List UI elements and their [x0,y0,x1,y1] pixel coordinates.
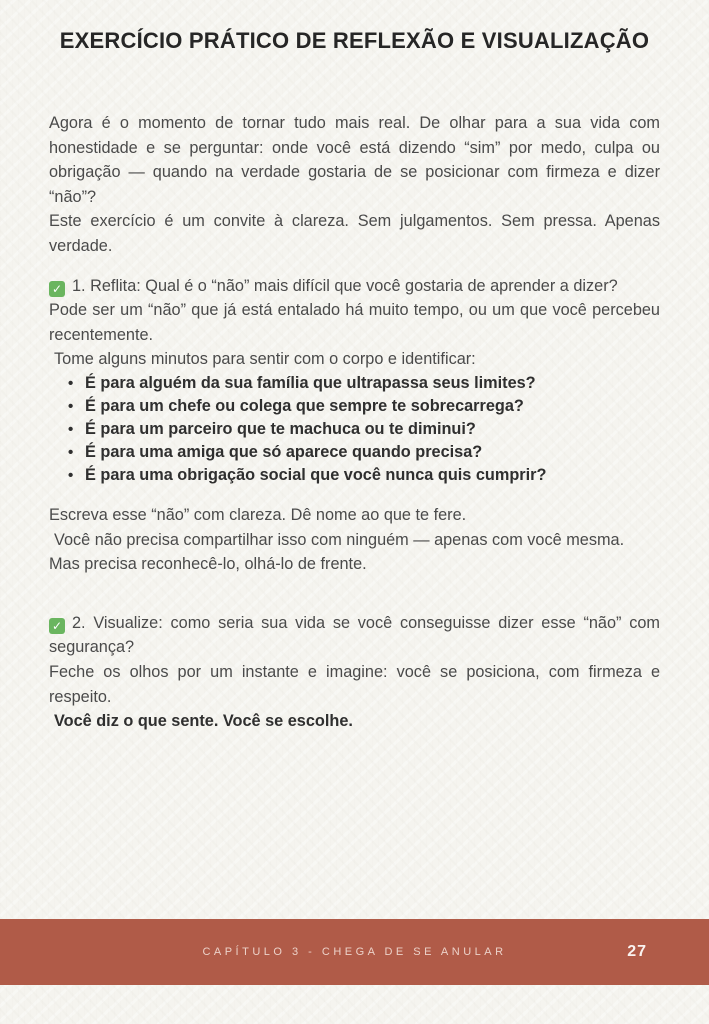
green-checkbox-icon: ✓ [49,618,65,634]
closing-line-3: Mas precisa reconhecê-lo, olhá-lo de frente. [49,555,367,574]
bullet-list [68,372,660,487]
closing-line-2: Você não precisa compartilhar isso com ninguém — apenas com você mesma. [54,530,625,549]
exercise-1-prompt: Tome alguns minutos para sentir com o corpo e identificar: [54,350,476,369]
bullet-item: • É para um parceiro que te machuca ou te diminui? [68,418,660,441]
exercise-2-emphasis: Você diz o que sente. Você se escolhe. [54,712,353,731]
page-title: EXERCÍCIO PRÁTICO DE REFLEXÃO E VISUALIZAÇÃO [59,28,650,53]
footer-bar [0,919,709,985]
bullet-item: • É para um chefe ou colega que sempre te sobrecarrega? [68,395,660,418]
exercise-1-heading [49,274,660,299]
page-number: 27 [627,943,647,960]
bullet-item: • É para uma amiga que só aparece quando precisa? [68,441,660,464]
exercise-2-heading-text: 2. Visualize: como seria sua vida se você conseguisse dizer esse “não” com segurança? [49,613,660,657]
exercise-2-body: Feche os olhos por um instante e imagine: você se posiciona, com firmeza e respeito. [49,662,660,706]
exercise-2-heading [49,611,660,660]
exercise-1-heading-text: 1. Reflita: Qual é o “não” mais difícil que você gostaria de aprender a dizer? [72,276,618,295]
intro-paragraph-2: Este exercício é um convite à clareza. Sem julgamentos. Sem pressa. Apenas verdade. [49,212,660,255]
intro-paragraph-1: Agora é o momento de tornar tudo mais real. De olhar para a sua vida com honestidade e se perguntar: onde você está dizendo “sim” por medo, culpa ou obrigação — quando na verdade gostaria de se posicionar com firmeza e dizer “não”? [49,114,660,206]
exercise-1-subheading: Pode ser um “não” que já está entalado há muito tempo, ou um que você percebeu recentemente. [49,301,660,344]
bullet-item: • É para alguém da sua família que ultrapassa seus limites? [68,372,660,395]
green-checkbox-icon: ✓ [49,281,65,297]
page-content [49,0,660,734]
chapter-label: CAPÍTULO 3 - CHEGA DE SE ANULAR [202,946,507,958]
closing-line-1: Escreva esse “não” com clareza. Dê nome ao que te fere. [49,505,467,524]
bullet-item: • É para uma obrigação social que você nunca quis cumprir? [68,464,660,487]
